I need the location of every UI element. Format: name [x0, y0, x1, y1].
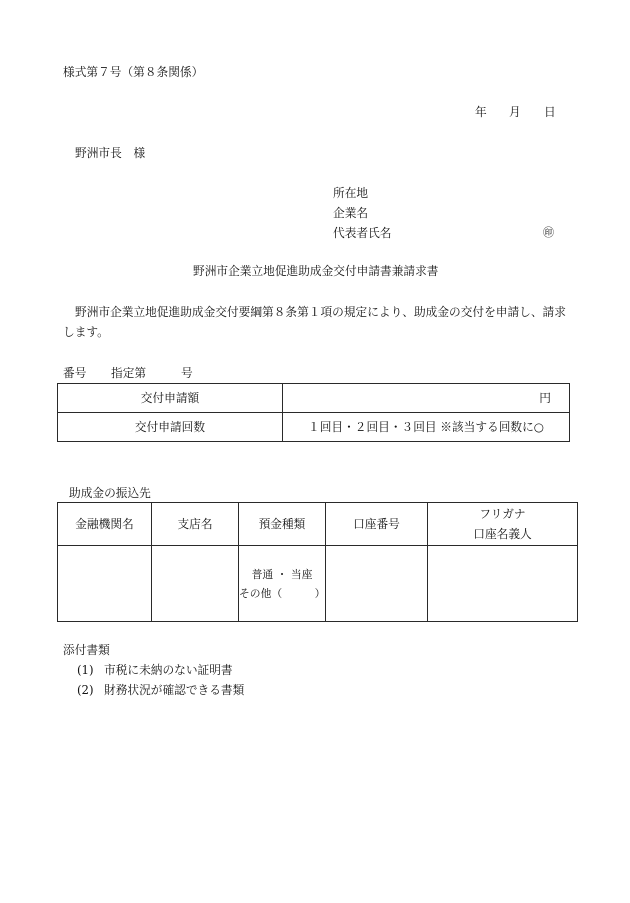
number-label: 番号	[63, 366, 87, 380]
deposit-type-other: その他（ ）	[239, 586, 326, 600]
table-row	[58, 413, 570, 442]
grant-amount-value: 円	[283, 384, 570, 413]
company-label: 企業名	[333, 206, 369, 220]
account-number-cell	[326, 546, 428, 622]
deposit-type-header: 預金種類	[239, 503, 326, 546]
body-line-2: します。	[63, 325, 109, 339]
table-row	[58, 384, 570, 413]
bank-section-heading: 助成金の振込先	[69, 486, 151, 500]
date-year-label: 年	[475, 105, 487, 119]
branch-name-cell	[152, 546, 239, 622]
attachments-heading: 添付書類	[63, 643, 110, 657]
attachment-item-2: 財務状況が確認できる書類	[104, 683, 245, 697]
document-title: 野洲市企業立地促進助成金交付申請書兼請求書	[193, 264, 439, 278]
designation-suffix: 号	[181, 366, 193, 380]
account-holder-label: 口座名義人	[473, 527, 532, 541]
grant-amount-label: 交付申請額	[58, 384, 283, 413]
attachment-number-1: (1)	[77, 663, 94, 677]
table-row	[58, 546, 578, 622]
representative-label: 代表者氏名	[333, 226, 392, 240]
seal-mark: ㊞	[543, 226, 554, 239]
deposit-type-ordinary-current: 普通 ・ 当座	[251, 567, 313, 581]
account-holder-cell	[428, 546, 578, 622]
application-count-label: 交付申請回数	[58, 413, 283, 442]
branch-name-header: 支店名	[152, 503, 239, 546]
application-count-value: １回目・２回目・３回目 ※該当する回数に○	[283, 413, 570, 442]
bank-name-header: 金融機関名	[58, 503, 152, 546]
bank-account-table	[57, 502, 578, 622]
bank-name-cell	[58, 546, 152, 622]
application-table	[57, 383, 570, 442]
table-header-row	[58, 503, 578, 546]
date-month-label: 月	[509, 105, 521, 119]
deposit-type-cell	[239, 546, 326, 622]
form-number: 様式第７号（第８条関係）	[63, 65, 204, 79]
account-holder-header	[428, 503, 578, 546]
account-number-header: 口座番号	[326, 503, 428, 546]
attachment-number-2: (2)	[77, 683, 94, 697]
addressee: 野洲市長 様	[75, 146, 146, 160]
furigana-label: フリガナ	[479, 507, 526, 521]
attachment-item-1: 市税に未納のない証明書	[104, 663, 233, 677]
designation-prefix: 指定第	[111, 366, 147, 380]
date-day-label: 日	[544, 105, 556, 119]
body-line-1: 野洲市企業立地促進助成金交付要綱第８条第１項の規定により、助成金の交付を申請し、請求	[75, 305, 566, 319]
address-label: 所在地	[333, 186, 369, 200]
